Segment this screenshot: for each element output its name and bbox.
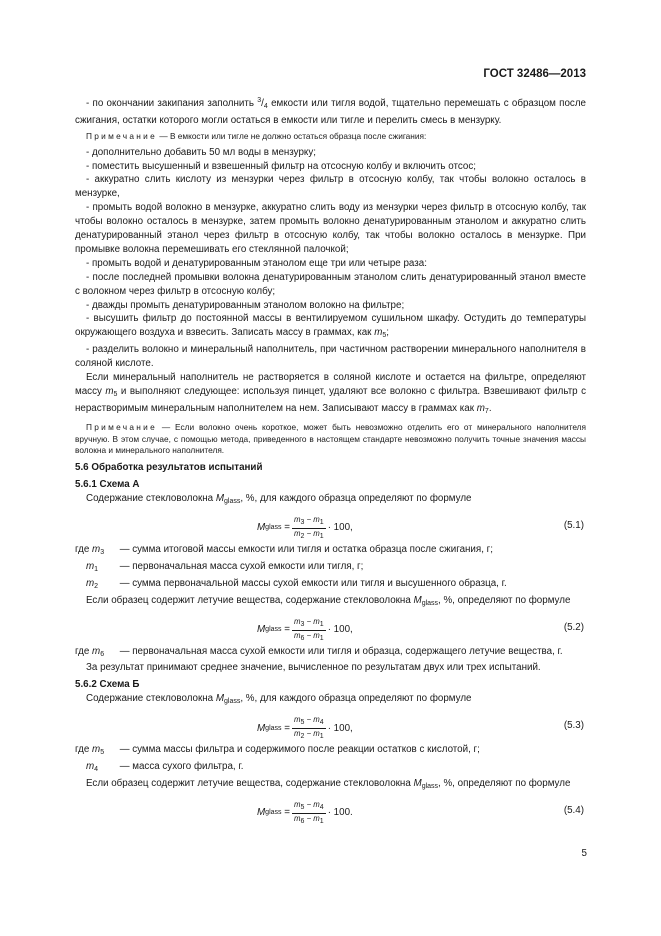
formula-5-1: M glass = $\frac{m3 - m1}{m2 - m1}$ · 100, (5.1) bbox=[257, 514, 584, 540]
step-drain-ethanol: - после последней промывки волокна денатурированным этанолом слить денатурированный этанол вместе с волокном через фильтр в отсосную колбу; bbox=[75, 271, 586, 297]
standard-header: ГОСТ 32486—2013 bbox=[483, 68, 586, 80]
intro-scheme-a: Содержание стекловолокна $M_{glass}$, %, для каждого образца определяют по формуле bbox=[86, 493, 472, 506]
formula-number: (5.4) bbox=[563, 804, 584, 816]
where-m2: $m_2$ — сумма первоначальной массы сухой емкости или тигля и высушенного образца, г. bbox=[86, 577, 507, 590]
where-m4: $m_4$ — масса сухого фильтра, г. bbox=[86, 761, 244, 774]
fraction: $\frac{m3 - m1}{m2 - m1}$ bbox=[293, 514, 324, 540]
step-add-water: - дополнительно добавить 50 мл воды в мензурку; bbox=[86, 146, 316, 158]
step-repeat-rinse: - промыть водой и денатурированным этанолом еще три или четыре раза: bbox=[86, 257, 427, 269]
formula-number: (5.2) bbox=[563, 621, 584, 633]
step-drain-acid: - аккуратно слить кислоту из мензурки через фильтр в отсосную колбу, так чтобы волокно осталось в мензурке, bbox=[75, 174, 586, 200]
section-5-6-1-heading: 5.6.1 Схема А bbox=[75, 479, 140, 491]
where-m1: $m_1$ — первоначальная масса сухой емкости или тигля, г; bbox=[86, 560, 364, 573]
formula-5-4: M glass = $\frac{m5 - m4}{m6 - m1}$ · 100. (5.4) bbox=[257, 799, 584, 825]
fraction: $\frac{m5 - m4}{m2 - m1}$ bbox=[293, 715, 324, 741]
formula-number: (5.3) bbox=[563, 720, 584, 732]
step-rinse-fiber: - промыть водой волокно в мензурке, аккуратно слить воду из мензурки через фильтр в отсосную колбу, так чтобы волокно осталось в мензурке, затем промыть волокно денатурированным этанолом и аккуратно слить денатурированный этанол через фильтр в отсосную колбу, так чтобы волокно осталось в мензурке. При промывке волокна перемешивать его стеклянной палочкой; bbox=[75, 202, 586, 255]
page-content bbox=[75, 94, 586, 828]
paragraph-insoluble-filler: Если минеральный наполнитель не растворяется в соляной кислоте и остается на фильтре, определяют массу $m_5$ и выполняют следующее: используя пинцет, удаляют все волокно с фильтра. Взвешивают фильтр с нерастворимым минеральным наполнителем на нем. Записывают массу в граммах как $m_7$. bbox=[75, 372, 587, 415]
note-1: Примечание — В емкости или тигле не должно остаться образца после сжигания: bbox=[86, 130, 427, 141]
formula-number: (5.1) bbox=[563, 519, 584, 531]
formula-5-3: M glass = $\frac{m5 - m4}{m2 - m1}$ · 100, (5.3) bbox=[257, 715, 584, 741]
step-separate: - разделить волокно и минеральный наполнитель, при частичном растворении минерального наполнителя в соляной кислоте. bbox=[75, 344, 586, 370]
volatile-note-b: Если образец содержит летучие вещества, содержание стекловолокна $M_{glass}$, %, определяют по формуле bbox=[86, 778, 571, 790]
where-m5: где $m_5$ — сумма массы фильтра и содержимого после реакции остатков с кислотой, г; bbox=[75, 744, 480, 757]
step-place-filter: - поместить высушенный и взвешенный фильтр на отсосную колбу и включить отсос; bbox=[86, 160, 476, 172]
note-2: Примечание — Если волокно очень короткое, может быть невозможно отделить его от минерального наполнителя вручную. В этом случае, с помощью метода, приведенного в настоящем стандарте невозможно получить точные значения массы волокна и минерального наполнителя. bbox=[75, 421, 586, 456]
fraction: $\frac{m5 - m4}{m6 - m1}$ bbox=[293, 799, 324, 825]
step-dry-filter: - высушить фильтр до постоянной массы в вентилируемом сушильном шкафу. Остудить до температуры окружающего воздуха и взвесить. Записать массу в граммах, как $m_5$; bbox=[75, 313, 586, 340]
intro-scheme-b: Содержание стекловолокна $M_{glass}$, %, для каждого образца определяют по формуле bbox=[86, 693, 472, 706]
where-m6: где $m_6$ — первоначальная масса сухой емкости или тигля и образца, содержащего летучие вещества, г. bbox=[75, 645, 563, 658]
paragraph-fill-water: - по окончании закипания заполнить $^3/_4$ емкости или тигля водой, тщательно перемешать с образцом после сжигания, остатки которого могли остаться в емкости или тигле и перелить смесь в мензурку. bbox=[75, 97, 586, 126]
result-averaging: За результат принимают среднее значение, вычисленное по результатам двух или трех испытаний. bbox=[86, 662, 541, 674]
step-rinse-twice: - дважды промыть денатурированным этанолом волокно на фильтре; bbox=[86, 299, 405, 311]
volatile-note-a: Если образец содержит летучие вещества, содержание стекловолокна $M_{glass}$, %, определяют по формуле bbox=[86, 594, 571, 607]
formula-5-2: M glass = $\frac{m3 - m1}{m6 - m1}$ · 100, (5.2) bbox=[257, 616, 584, 642]
where-m3: где $m_3$ — сумма итоговой массы емкости или тигля и остатка образца после сжигания, г; bbox=[75, 543, 493, 556]
fraction: $\frac{m3 - m1}{m6 - m1}$ bbox=[293, 616, 324, 642]
section-5-6-2-heading: 5.6.2 Схема Б bbox=[75, 679, 140, 691]
page-number: 5 bbox=[581, 848, 587, 859]
section-5-6-heading: 5.6 Обработка результатов испытаний bbox=[75, 462, 263, 474]
